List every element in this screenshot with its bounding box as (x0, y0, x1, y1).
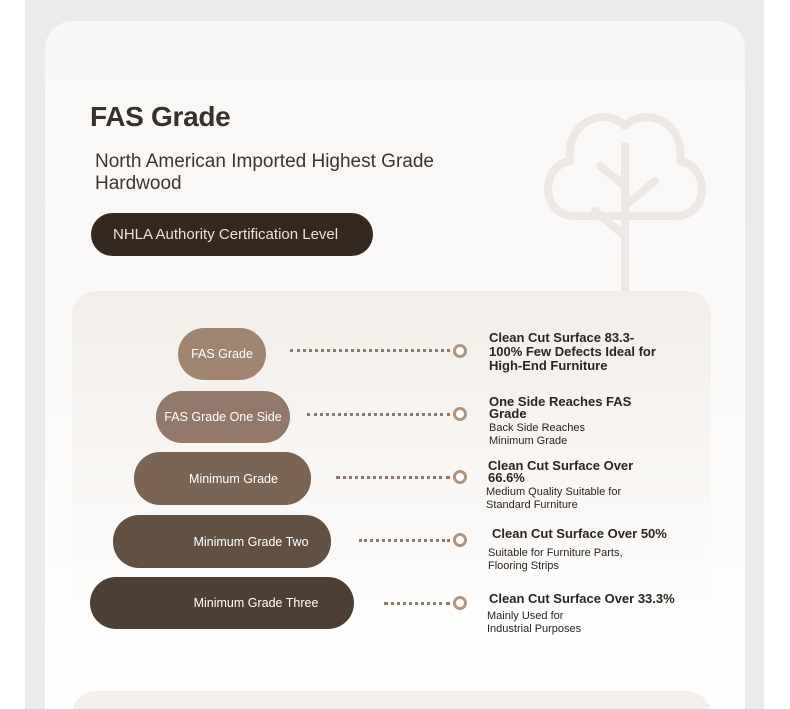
ring-icon (453, 344, 467, 358)
grade-pill-fas (178, 328, 266, 380)
connector-line (359, 539, 450, 542)
ring-icon (453, 470, 467, 484)
certification-badge (91, 213, 373, 256)
ring-icon (453, 596, 467, 610)
grade-description (488, 528, 688, 573)
grade-pill-label: FAS Grade (191, 347, 253, 361)
tree-icon (535, 86, 715, 316)
grade-description (489, 593, 689, 636)
page-subtitle: North American Imported Highest Grade Hardwood (95, 151, 434, 194)
grade-pill-minimum-two (113, 515, 331, 568)
ring-icon (453, 533, 467, 547)
grade-heading: Clean Cut Surface Over 66.6% (488, 458, 634, 485)
page-title: FAS Grade (90, 101, 231, 132)
grade-detail: Medium Quality Suitable for Standard Furniture (486, 486, 622, 511)
grade-pill-minimum-three (90, 577, 354, 629)
grade-description (488, 460, 658, 512)
grade-pill-minimum (134, 452, 311, 505)
grade-description (489, 396, 649, 448)
certification-badge-label: NHLA Authority Certification Level (113, 226, 339, 243)
connector-line (384, 602, 450, 605)
grade-detail: Back Side Reaches Minimum Grade (489, 422, 585, 447)
grade-heading: One Side Reaches FAS Grade (489, 394, 632, 421)
grade-detail: Mainly Used for Industrial Purposes (487, 610, 582, 635)
ring-icon (453, 407, 467, 421)
connector-line (307, 413, 450, 416)
grade-card (45, 21, 745, 709)
grade-pill-fas-one-side (156, 391, 290, 443)
grade-heading: Clean Cut Surface 83.3-100% Few Defects Ideal for High-End Furniture (489, 330, 656, 373)
grade-pyramid-panel (72, 291, 711, 651)
grade-detail: Suitable for Furniture Parts, Flooring Strips (488, 547, 623, 572)
grade-pill-label: Minimum Grade Two (193, 534, 309, 549)
connector-line (336, 476, 450, 479)
grade-heading: Clean Cut Surface Over 50% (492, 526, 667, 541)
connector-line (290, 349, 450, 352)
grade-pill-label: Minimum Grade Three (193, 596, 319, 610)
grade-pill-label: Minimum Grade (189, 471, 278, 486)
grade-description (489, 331, 659, 373)
grade-heading: Clean Cut Surface Over 33.3% (489, 591, 675, 606)
grade-pill-label: FAS Grade One Side (164, 410, 282, 424)
next-section-panel (72, 691, 711, 709)
